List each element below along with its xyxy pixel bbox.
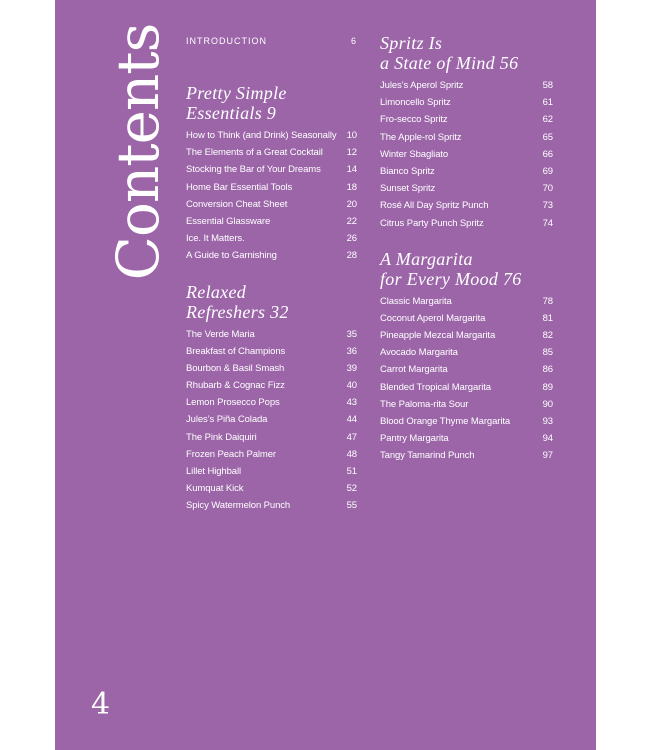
- toc-entry-title: Avocado Margarita: [380, 347, 458, 359]
- toc-section-relaxed-refreshers: [186, 282, 357, 515]
- toc-entry-page: 28: [346, 250, 357, 262]
- toc-entry[interactable]: [380, 146, 553, 163]
- toc-entry-title: Frozen Peach Palmer: [186, 448, 276, 460]
- toc-entry-page: 18: [346, 181, 357, 193]
- page-number: 4: [91, 687, 111, 722]
- toc-entry[interactable]: [186, 161, 357, 178]
- toc-entry-title: Jules’s Piña Colada: [186, 414, 268, 426]
- toc-entry[interactable]: [380, 447, 553, 464]
- toc-entry-title: Stocking the Bar of Your Dreams: [186, 164, 321, 176]
- contents-title-text: Contents: [104, 23, 172, 281]
- toc-section-margarita: [380, 249, 553, 465]
- toc-entry-title: Ice. It Matters.: [186, 233, 245, 245]
- toc-entry-title: Citrus Party Punch Spritz: [380, 217, 484, 229]
- toc-entry[interactable]: [186, 343, 357, 360]
- toc-entry[interactable]: [186, 230, 357, 247]
- toc-entry-title: Winter Sbagliato: [380, 148, 449, 160]
- section-heading-line-2: a State of Mind 56: [380, 53, 519, 73]
- toc-entry-title: Pantry Margarita: [380, 433, 449, 445]
- toc-entry-page: 14: [346, 164, 357, 176]
- section-heading-line-2: for Every Mood 76: [380, 268, 522, 289]
- toc-entry-title: Conversion Cheat Sheet: [186, 198, 288, 210]
- left-column: [186, 33, 357, 515]
- toc-entry-title: A Guide to Garnishing: [186, 250, 277, 262]
- toc-entry-page: 44: [346, 414, 357, 426]
- toc-entry-page: 93: [542, 416, 553, 427]
- toc-entry-page: 62: [542, 114, 553, 126]
- toc-section-spritz: [380, 33, 553, 232]
- toc-entry-title: Classic Margarita: [380, 295, 452, 307]
- section-heading-line-1: Spritz Is: [380, 33, 443, 53]
- toc-entry[interactable]: [380, 413, 553, 430]
- toc-intro-page: 6: [350, 36, 357, 46]
- toc-entry[interactable]: [186, 196, 357, 213]
- section-heading: [186, 83, 357, 127]
- toc-entry-title: Carrot Margarita: [380, 364, 448, 376]
- toc-entry[interactable]: [380, 327, 553, 344]
- toc-entry-title: Blended Tropical Margarita: [380, 381, 491, 393]
- toc-entry[interactable]: [186, 127, 357, 144]
- toc-entry-title: Breakfast of Champions: [186, 345, 286, 357]
- toc-entry-title: The Paloma-rita Sour: [380, 398, 469, 410]
- section-heading-line-1: Pretty Simple: [186, 83, 287, 103]
- toc-entry-title: Jules’s Aperol Spritz: [380, 80, 464, 91]
- toc-intro-row[interactable]: [186, 33, 357, 50]
- toc-entry-page: 20: [346, 198, 357, 210]
- toc-entry[interactable]: [380, 396, 553, 413]
- toc-entry-title: Tangy Tamarind Punch: [380, 450, 475, 462]
- toc-entry[interactable]: [186, 429, 357, 446]
- toc-entry[interactable]: [186, 213, 357, 230]
- toc-entry-page: 35: [346, 328, 357, 340]
- toc-entry-title: Bianco Spritz: [380, 165, 435, 177]
- toc-entry-page: 74: [542, 217, 553, 229]
- toc-entry-title: How to Think (and Drink) Seasonally: [186, 130, 337, 141]
- toc-entry-title: Lillet Highball: [186, 466, 242, 477]
- toc-entry-title: Home Bar Essential Tools: [186, 181, 293, 193]
- toc-entry-page: 61: [542, 97, 553, 109]
- toc-entry[interactable]: [186, 326, 357, 343]
- toc-entry-page: 82: [542, 330, 553, 342]
- contents-page: [55, 0, 596, 750]
- toc-intro-label: INTRODUCTION: [186, 36, 267, 46]
- toc-entry-page: 22: [346, 215, 357, 227]
- section-heading: [186, 282, 357, 326]
- toc-entry[interactable]: [380, 215, 553, 232]
- toc-entry-page: 90: [542, 398, 553, 410]
- toc-entry[interactable]: [186, 411, 357, 428]
- toc-entry-title: The Verde Maria: [186, 328, 255, 340]
- toc-entry[interactable]: [380, 94, 553, 111]
- toc-entry-title: Sunset Spritz: [380, 183, 436, 195]
- section-heading-line-2: Essentials 9: [186, 103, 277, 123]
- toc-entry-title: Essential Glassware: [186, 215, 271, 227]
- toc-entry[interactable]: [380, 77, 553, 94]
- toc-entry[interactable]: [380, 111, 553, 128]
- toc-section-essentials: [186, 83, 357, 265]
- toc-entry[interactable]: [380, 310, 553, 327]
- toc-entry-page: 97: [542, 450, 553, 462]
- toc-entry[interactable]: [186, 394, 357, 411]
- right-column: [380, 33, 553, 465]
- toc-entry-title: Blood Orange Thyme Margarita: [380, 416, 511, 427]
- toc-entry[interactable]: [380, 163, 553, 180]
- toc-entry[interactable]: [186, 179, 357, 196]
- toc-entry-page: 66: [542, 148, 553, 160]
- toc-entry-page: 81: [542, 312, 553, 324]
- toc-entry-title: Bourbon & Basil Smash: [186, 362, 285, 374]
- toc-entry-page: 55: [346, 500, 357, 512]
- toc-entry-title: Coconut Aperol Margarita: [380, 312, 486, 324]
- toc-entry-page: 36: [346, 345, 357, 357]
- toc-entry-page: 39: [346, 362, 357, 374]
- toc-entry[interactable]: [380, 129, 553, 146]
- toc-entry[interactable]: [380, 379, 553, 396]
- toc-entry-title: Lemon Prosecco Pops: [186, 397, 280, 409]
- toc-entry-title: Kumquat Kick: [186, 483, 244, 495]
- toc-entry[interactable]: [186, 377, 357, 394]
- toc-entry-page: 94: [542, 433, 553, 445]
- toc-entry-title: Rhubarb & Cognac Fizz: [186, 380, 285, 392]
- toc-entry-title: Limoncello Spritz: [380, 97, 451, 109]
- toc-entry-title: Spicy Watermelon Punch: [186, 500, 291, 512]
- toc-entry-page: 70: [542, 183, 553, 195]
- toc-entry[interactable]: [380, 361, 553, 378]
- toc-entry-title: The Pink Daiquiri: [186, 431, 257, 443]
- toc-entry-title: Fro-secco Spritz: [380, 114, 448, 126]
- toc-entry-page: 43: [346, 397, 357, 409]
- toc-entry[interactable]: [380, 344, 553, 361]
- toc-entry[interactable]: [186, 247, 357, 264]
- toc-entry-page: 89: [542, 381, 553, 393]
- toc-entry-page: 86: [542, 364, 553, 376]
- toc-entry[interactable]: [380, 197, 553, 214]
- toc-entry-page: 52: [346, 483, 357, 495]
- toc-entry-page: 69: [542, 165, 553, 177]
- section-heading: [380, 249, 553, 293]
- toc-entry[interactable]: [186, 360, 357, 377]
- toc-entry-page: 48: [346, 448, 357, 460]
- toc-entry-title: The Elements of a Great Cocktail: [186, 147, 323, 159]
- toc-entry-title: Pineapple Mezcal Margarita: [380, 330, 496, 342]
- toc-entry-page: 85: [542, 347, 553, 359]
- toc-entry[interactable]: [186, 446, 357, 463]
- section-heading-line-1: A Margarita: [380, 248, 473, 269]
- toc-entry[interactable]: [380, 180, 553, 197]
- toc-entry-page: 73: [542, 200, 553, 212]
- toc-entry[interactable]: [186, 463, 357, 480]
- toc-entry-page: 58: [542, 80, 553, 91]
- toc-entry-page: 51: [346, 466, 357, 477]
- section-heading: [380, 33, 553, 77]
- toc-entry[interactable]: [380, 430, 553, 447]
- section-heading-line-1: Relaxed: [186, 281, 247, 302]
- toc-entry[interactable]: [380, 293, 553, 310]
- toc-entry-page: 47: [346, 431, 357, 443]
- toc-entry-page: 65: [542, 131, 553, 143]
- toc-entry-page: 78: [542, 295, 553, 307]
- toc-entry-title: The Apple-rol Spritz: [380, 131, 462, 143]
- section-heading-line-2: Refreshers 32: [186, 301, 289, 322]
- toc-entry-page: 26: [346, 233, 357, 245]
- toc-entry-page: 12: [346, 147, 357, 159]
- toc-entry-page: 10: [346, 130, 357, 141]
- toc-entry[interactable]: [186, 480, 357, 497]
- toc-entry-title: Rosé All Day Spritz Punch: [380, 200, 489, 212]
- toc-entry[interactable]: [186, 497, 357, 514]
- toc-entry-page: 40: [346, 380, 357, 392]
- toc-entry[interactable]: [186, 144, 357, 161]
